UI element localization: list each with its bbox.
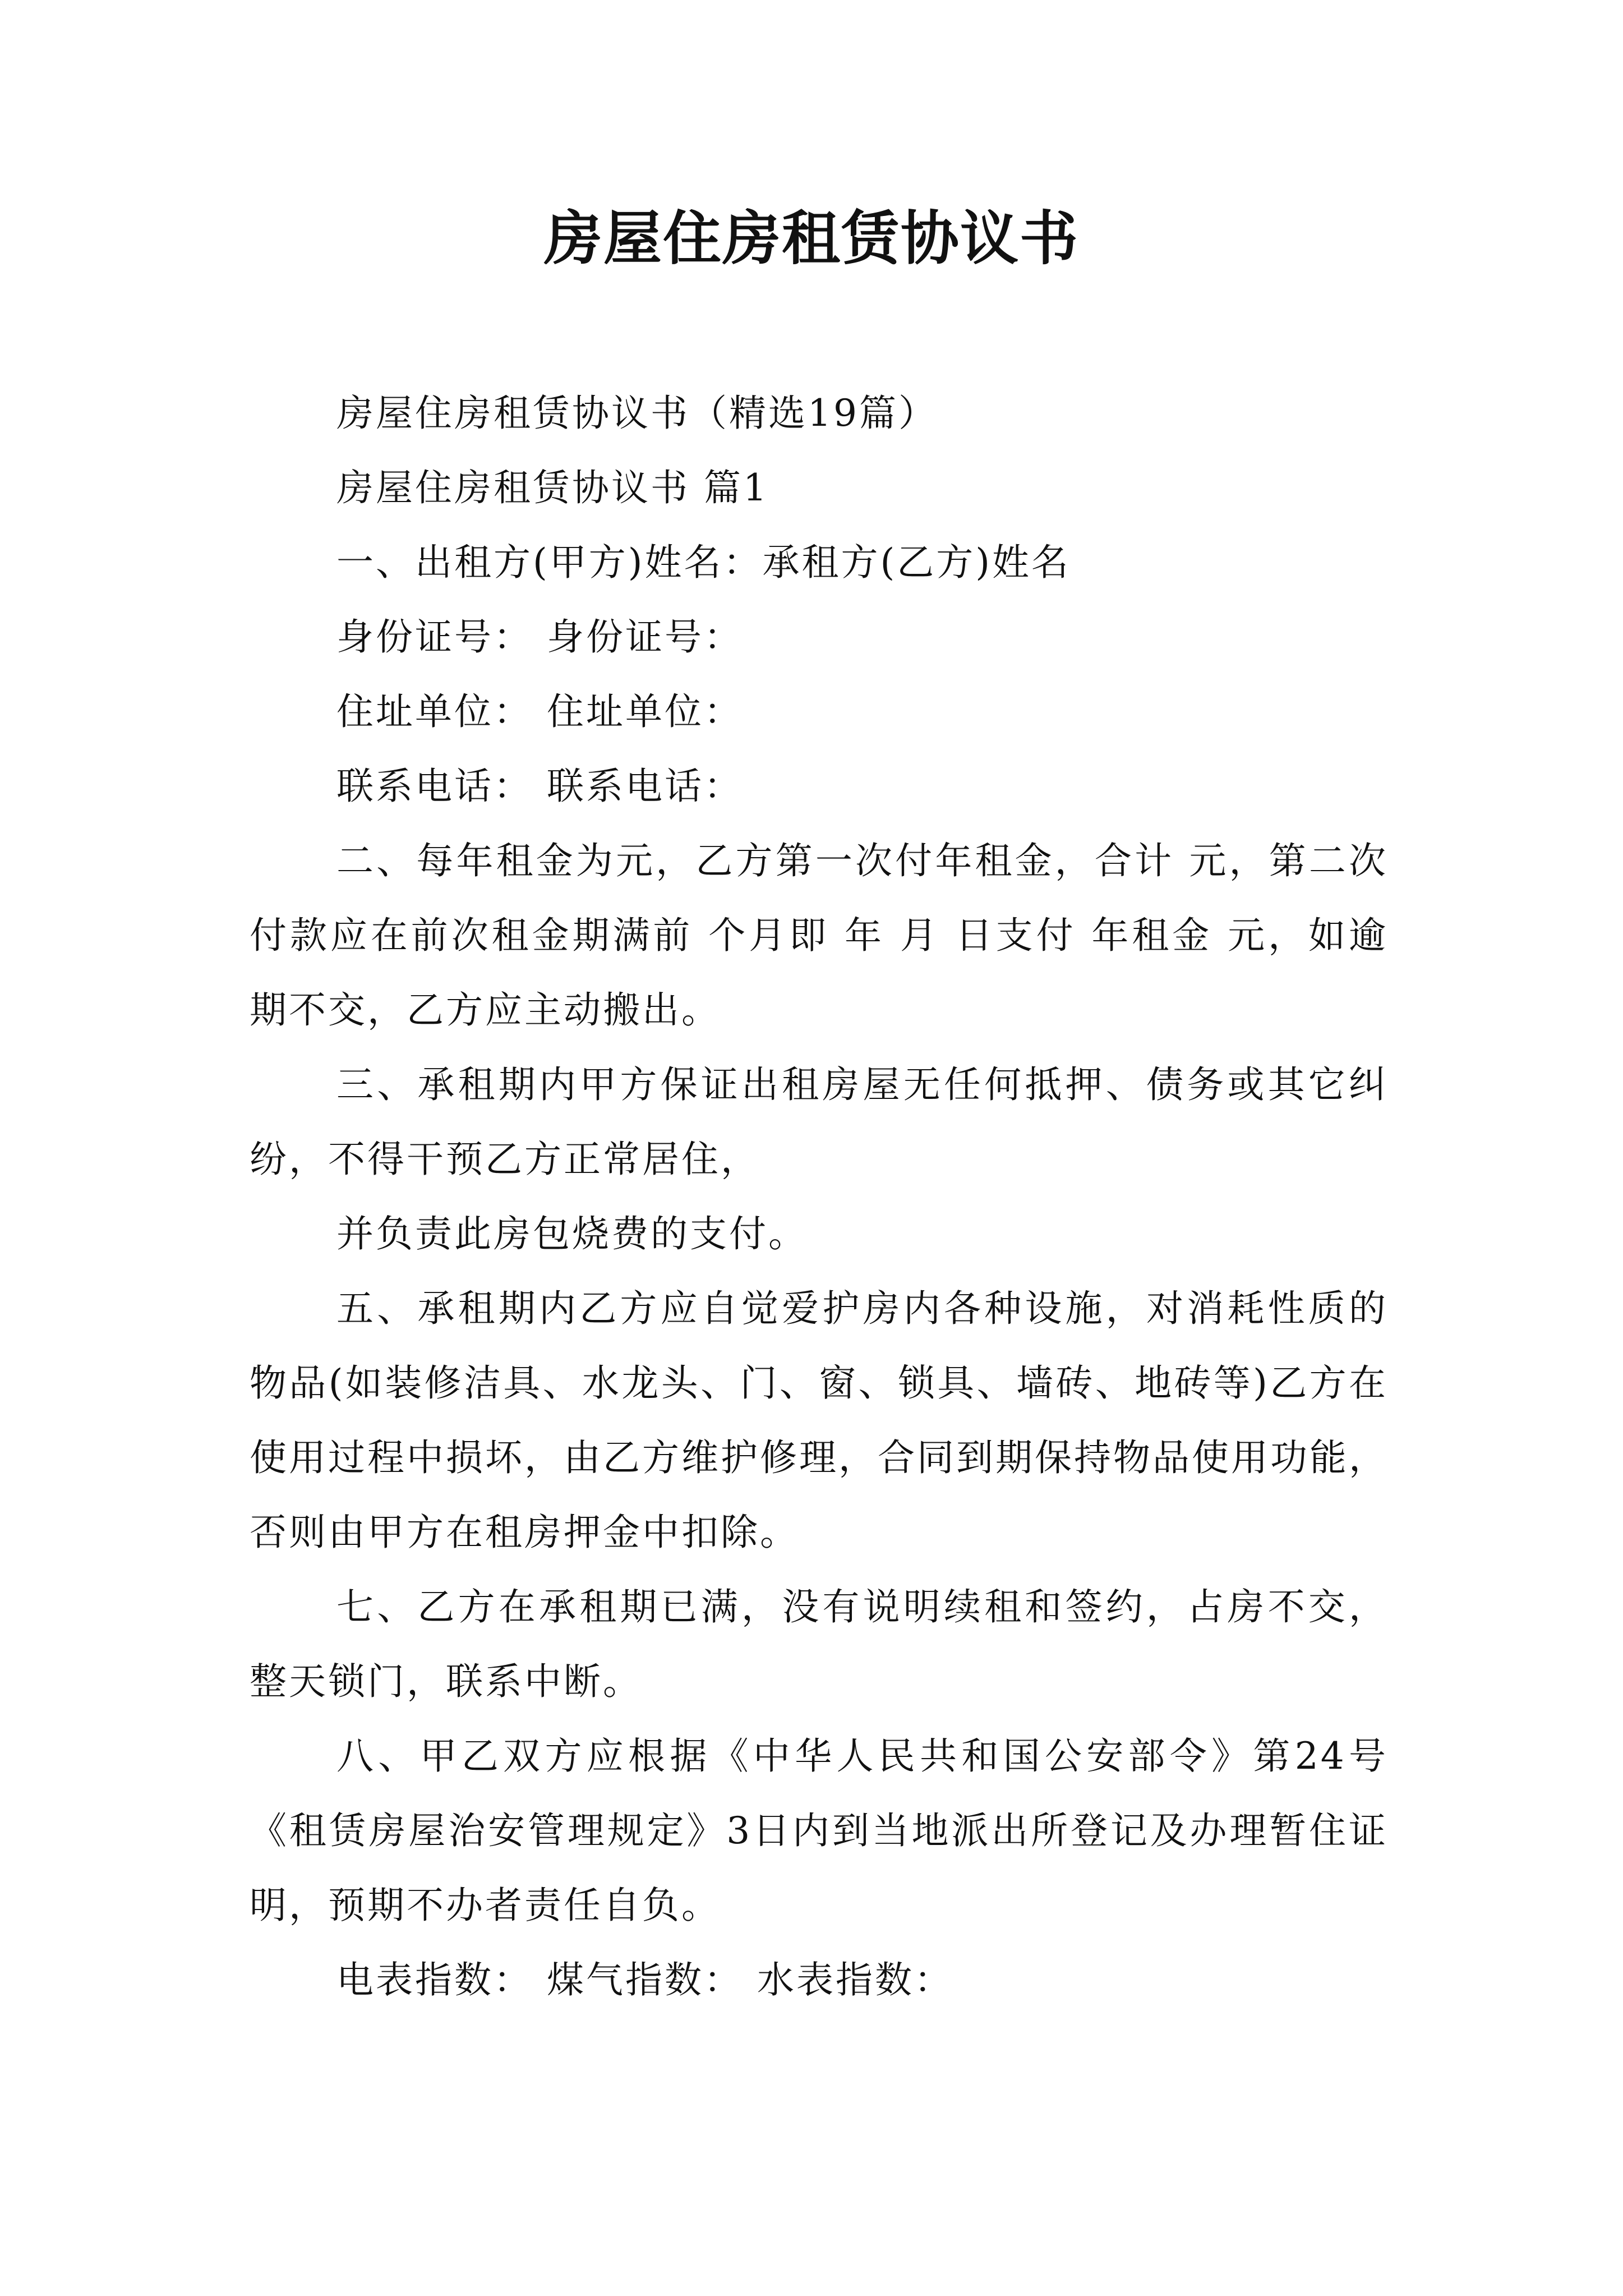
- document-title: 房屋住房租赁协议书: [543, 204, 1079, 273]
- paragraph-clause-8: 八、甲乙双方应根据《中华人民共和国公安部令》第24号《租赁房屋治安管理规定》3日内到当地派出所登记及办理暂住证明，预期不办者责任自负。: [250, 1734, 1388, 1927]
- paragraph-clause-2: 二、每年租金为元，乙方第一次付年租金，合计 元，第二次付款应在前次租金期满前 个月即 年 月 日支付 年租金 元，如逾期不交，乙方应主动搬出。: [250, 839, 1388, 1032]
- paragraph-clause-5: 五、承租期内乙方应自觉爱护房内各种设施，对消耗性质的物品(如装修洁具、水龙头、门、窗、锁具、墙砖、地砖等)乙方在使用过程中损坏，由乙方维护修理，合同到期保持物品使用功能，否则由甲方在租房押金中扣除。: [250, 1287, 1388, 1554]
- paragraph-addresses: 住址单位： 住址单位：: [336, 690, 743, 733]
- paragraph-meter-readings: 电表指数： 煤气指数： 水表指数：: [336, 1958, 953, 2001]
- paragraph-clause-7: 七、乙方在承租期已满，没有说明续租和签约，占房不交，整天锁门，联系中断。: [250, 1585, 1388, 1703]
- paragraph-id-numbers: 身份证号： 身份证号：: [336, 615, 743, 659]
- paragraph-clause-3-cont: 并负责此房包烧费的支付。: [336, 1212, 808, 1255]
- paragraph-clause-3: 三、承租期内甲方保证出租房屋无任何抵押、债务或其它纠纷，不得干预乙方正常居住，: [250, 1063, 1388, 1181]
- document-body: [250, 376, 1388, 2017]
- paragraph-party-names: 一、出租方(甲方)姓名：承租方(乙方)姓名: [336, 541, 1071, 584]
- paragraph-phones: 联系电话： 联系电话：: [336, 765, 743, 808]
- paragraph-section-heading: 房屋住房租赁协议书 篇1: [336, 466, 769, 509]
- paragraph-subtitle: 房屋住房租赁协议书（精选19篇）: [336, 392, 938, 435]
